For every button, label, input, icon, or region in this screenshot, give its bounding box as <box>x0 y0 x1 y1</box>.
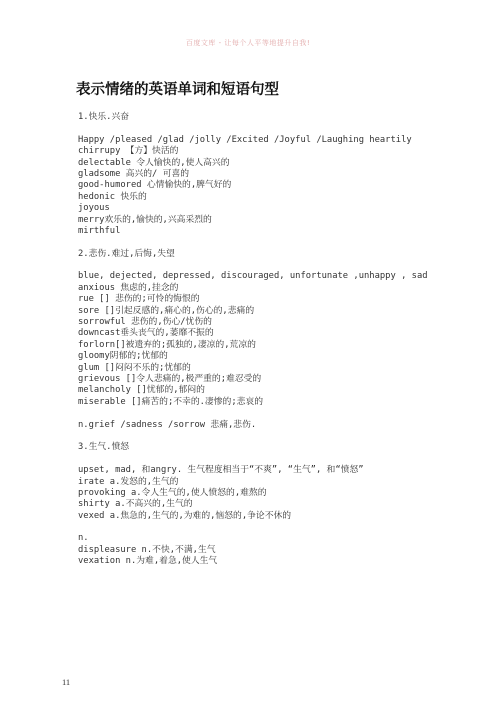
text-line: miserable []痛苦的;不幸的.凄惨的;悲哀的 <box>78 396 264 407</box>
text-line: hedonic 快乐的 <box>78 191 147 202</box>
text-line: merry欢乐的,愉快的,兴高采烈的 <box>78 214 212 225</box>
text-line: shirty a.不高兴的,生气的 <box>78 499 193 510</box>
blank-line <box>78 237 433 248</box>
text-line: forlorn[]被遗弃的;孤独的,凄凉的,荒凉的 <box>78 339 256 350</box>
text-line: vexation n.为难,着急,使人生气 <box>78 556 218 567</box>
text-line: 2.悲伤.难过,后悔,失望 <box>78 248 175 259</box>
text-line: Happy /pleased /glad /jolly /Excited /Joyful /Laughing heartily <box>78 134 412 145</box>
text-line: delectable 令人愉快的,使人高兴的 <box>78 157 230 168</box>
text-line: joyous <box>78 203 110 214</box>
text-line: grievous []令人悲痛的,极严重的;难忍受的 <box>78 373 262 384</box>
blank-line <box>78 408 433 419</box>
text-line: chirrupy 【方】快活的 <box>78 146 179 157</box>
text-line: vexed a.焦急的,生气的,为难的,恼怒的,争论不休的 <box>78 510 292 521</box>
document-body <box>78 112 433 568</box>
text-line: good-humored 心情愉快的,脾气好的 <box>78 180 232 191</box>
text-line: mirthful <box>78 225 121 236</box>
text-line: gloomy阴郁的;忧郁的 <box>78 351 168 362</box>
blank-line <box>78 522 433 533</box>
page-number: 11 <box>62 677 71 687</box>
blank-line <box>78 123 433 134</box>
text-line: irate a.发怒的,生气的 <box>78 476 179 487</box>
text-line: n. <box>78 533 89 544</box>
text-line: n.grief /sadness /sorrow 悲痛,悲伤. <box>78 419 257 430</box>
text-line: sore []引起反感的,痛心的,伤心的,悲痛的 <box>78 305 255 316</box>
page-title: 表示情绪的英语单词和短语句型 <box>76 82 279 98</box>
header-watermark: 百度文库 - 让每个人平等地提升自我! <box>185 39 311 47</box>
text-line: gladsome 高兴的/ 可喜的 <box>78 168 190 179</box>
blank-line <box>78 431 433 442</box>
text-line: rue [] 悲伤的;可怜的悔恨的 <box>78 294 200 305</box>
text-line: upset, mad, 和angry. 生气程度相当于“不爽”, “生气”, 和“愤怒” <box>78 465 364 476</box>
blank-line <box>78 454 433 465</box>
text-line: downcast垂头丧气的,萎靡不振的 <box>78 328 214 339</box>
text-line: displeasure n.不快,不满,生气 <box>78 544 216 555</box>
text-line: 3.生气.愤怒 <box>78 442 130 453</box>
text-line: provoking a.令人生气的,使人愤怒的,难熬的 <box>78 487 267 498</box>
text-line: sorrowful 悲伤的,伤心/忧伤的 <box>78 317 212 328</box>
text-line: anxious 焦虑的,挂念的 <box>78 282 179 293</box>
text-line: melancholy []忧郁的,郁闷的 <box>78 385 205 396</box>
blank-line <box>78 260 433 271</box>
text-line: 1.快乐.兴奋 <box>78 112 130 122</box>
text-line: glum []闷闷不乐的;忧郁的 <box>78 362 191 373</box>
text-line: blue, dejected, depressed, discouraged, unfortunate ,unhappy , sad <box>78 271 428 282</box>
